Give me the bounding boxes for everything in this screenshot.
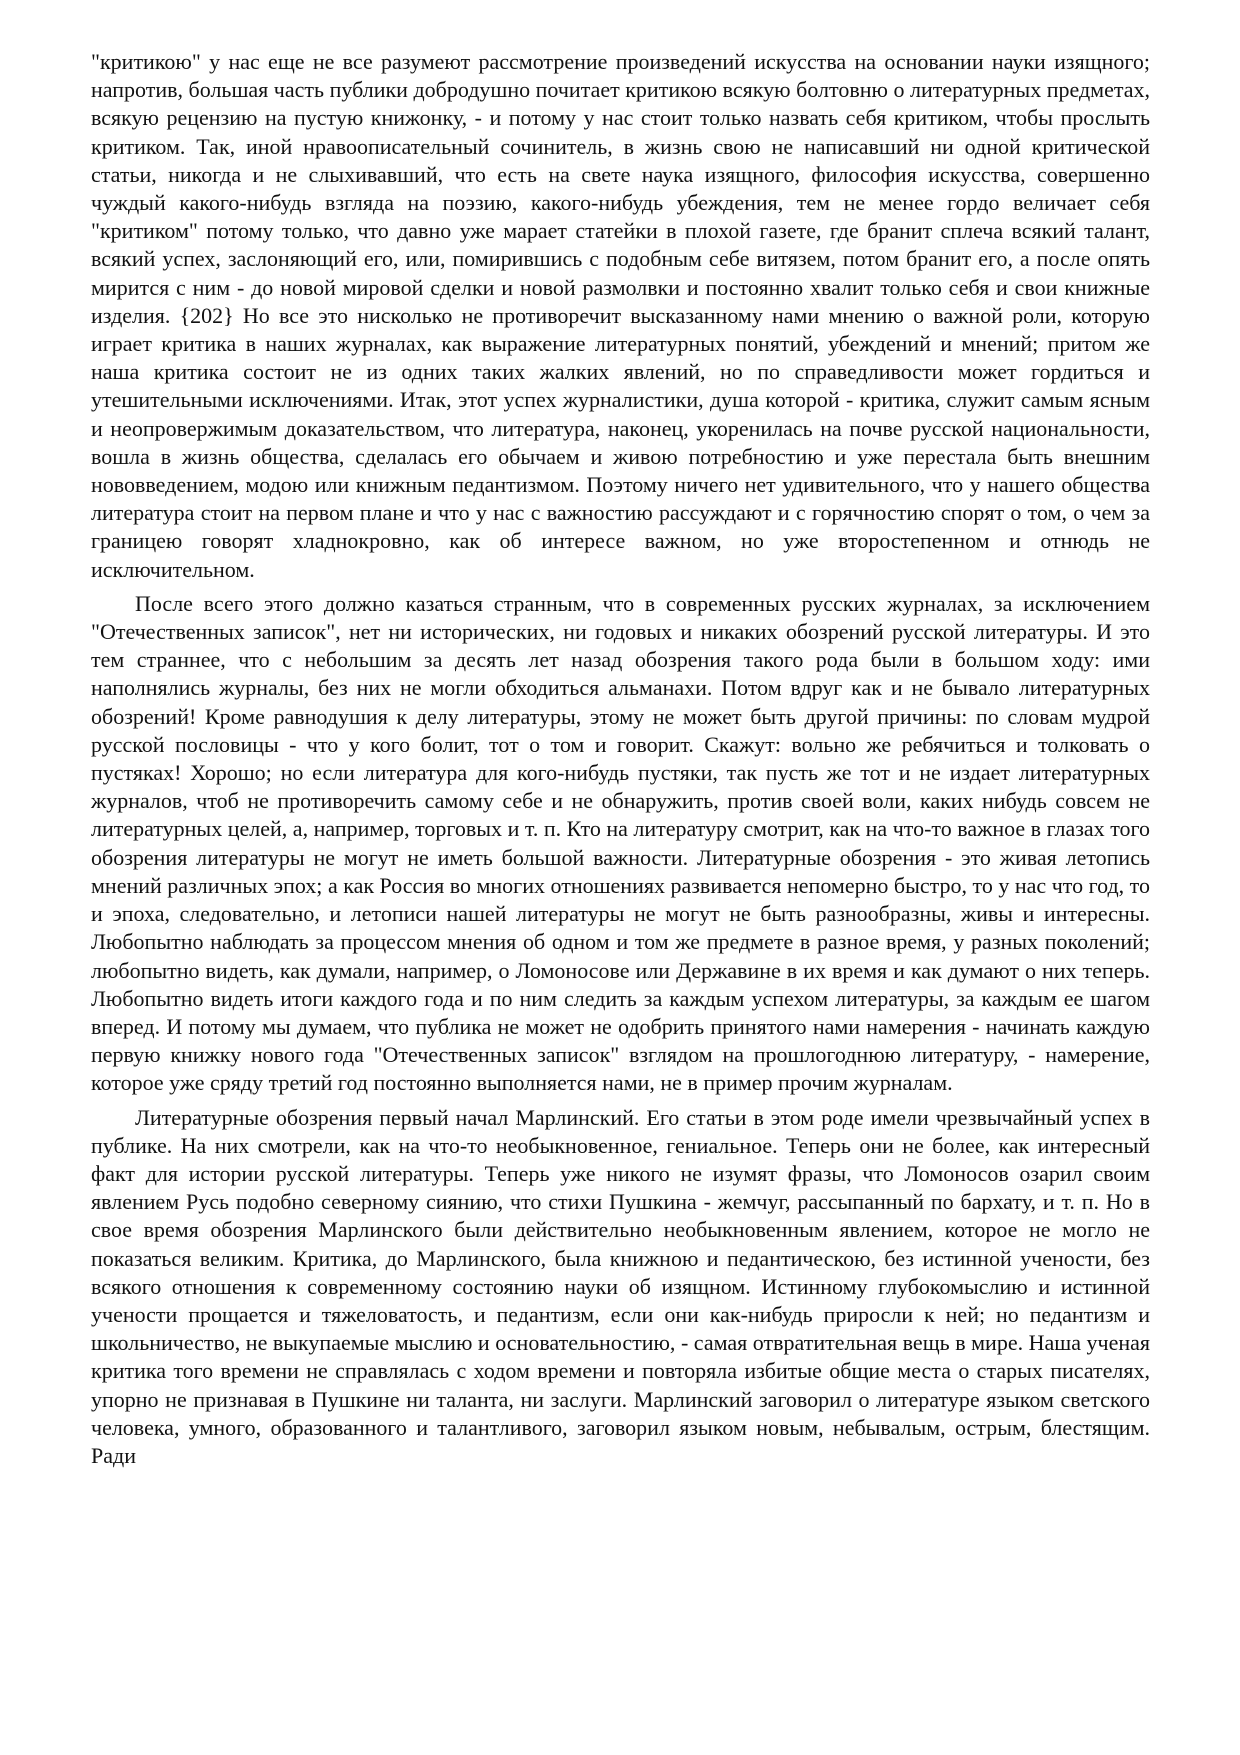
paragraph-2: После всего этого должно казаться странным, что в современных русских журналах, за исключением "Отечественных записок", нет ни исторических, ни годовых и никаких обозрений русской литературы. И это тем страннее, что с небольшим за десять лет назад обозрения такого рода были в большом ходу: ими наполнялись журналы, без них не могли обходиться альманахи. Потом вдруг как и не бывало литературных обозрений! Кроме равнодушия к делу литературы, этому не может быть другой причины: по словам мудрой русской пословицы - что у кого болит, тот о том и говорит. Скажут: вольно же ребячиться и толковать о пустяках! Хорошо; но если литература для кого-нибудь пустяки, так пусть же тот и не издает литературных журналов, чтоб не противоречить самому себе и не обнаружить, против своей воли, каких нибудь совсем не литературных целей, а, например, торговых и т. п. Кто на литературу смотрит, как на что-то важное в глазах того обозрения литературы не могут не иметь большой важности. Литературные обозрения - это живая летопись мнений различных эпох; а как Россия во многих отношениях развивается непомерно быстро, то у нас что год, то и эпоха, следовательно, и летописи нашей литературы не могут не быть разнообразны, живы и интересны. Любопытно наблюдать за процессом мнения об одном и том же предмете в разное время, у разных поколений; любопытно видеть, как думали, например, о Ломоносове или Державине в их время и как думают о них теперь. Любопытно видеть итоги каждого года и по ним следить за каждым успехом литературы, за каждым ее шагом вперед. И потому мы думаем, что публика не может не одобрить принятого нами намерения - начинать каждую первую книжку нового года "Отечественных записок" взглядом на прошлогоднюю литературу, - намерение, которое уже сряду третий год постоянно выполняется нами, не в пример прочим журналам. (91, 590, 1150, 1096)
paragraph-3: Литературные обозрения первый начал Марлинский. Его статьи в этом роде имели чрезвычайный успех в публике. На них смотрели, как на что-то необыкновенное, гениальное. Теперь они не более, как интересный факт для истории русской литературы. Теперь уже никого не изумят фразы, что Ломоносов озарил своим явлением Русь подобно северному сиянию, что стихи Пушкина - жемчуг, рассыпанный по бархату, и т. п. Но в свое время обозрения Марлинского были действительно необыкновенным явлением, которое не могло не показаться великим. Критика, до Марлинского, была книжною и педантическою, без истинной учености, без всякого отношения к современному состоянию науки об изящном. Истинному глубокомыслию и истинной учености прощается и тяжеловатость, и педантизм, если они как-нибудь приросли к ней; но педантизм и школьничество, не выкупаемые мыслию и основательностию, - самая отвратительная вещь в мире. Наша ученая критика того времени не справлялась с ходом времени и повторяла избитые общие места о старых писателях, упорно не признавая в Пушкине ни таланта, ни заслуги. Марлинский заговорил о литературе языком светского человека, умного, образованного и талантливого, заговорил языком новым, небывалым, острым, блестящим. Ради (91, 1104, 1150, 1468)
paragraph-1: "критикою" у нас еще не все разумеют рассмотрение произведений искусства на основании науки изящного; напротив, большая часть публики добродушно почитает критикою всякую болтовню о литературных предметах, всякую рецензию на пустую книжонку, - и потому у нас стоит только назвать себя критиком, чтобы прослыть критиком. Так, иной нравоописательный сочинитель, в жизнь свою не написавший ни одной критической статьи, никогда и не слыхивавший, что есть на свете наука изящного, философия искусства, совершенно чуждый какого-нибудь взгляда на поэзию, какого-нибудь убеждения, тем не менее гордо величает себя "критиком" потому только, что давно уже марает статейки в плохой газете, где бранит сплеча всякий талант, всякий успех, заслоняющий его, или, помирившись с подобным себе витязем, потом бранит его, а после опять мирится с ним - до новой мировой сделки и новой размолвки и постоянно хвалит только себя и свои книжные изделия. {202} Но все это нисколько не противоречит высказанному нами мнению о важной роли, которую играет критика в наших журналах, как выражение литературных понятий, убеждений и мнений; притом же наша критика состоит не из одних таких жалких явлений, но по справедливости может гордиться и утешительными исключениями. Итак, этот успех журналистики, душа которой - критика, служит самым ясным и неопровержимым доказательством, что литература, наконец, укоренилась на почве русской национальности, вошла в жизнь общества, сделалась его обычаем и живою потребностию и уже перестала быть внешним нововведением, модою или книжным педантизмом. Поэтому ничего нет удивительного, что у нашего общества литература стоит на первом плане и что у нас с важностию рассуждают и с горячностию спорят о том, о чем за границею говорят хладнокровно, как об интересе важном, но уже второстепенном и отнюдь не исключительном. (91, 49, 1150, 582)
document-page (91, 48, 1150, 1470)
